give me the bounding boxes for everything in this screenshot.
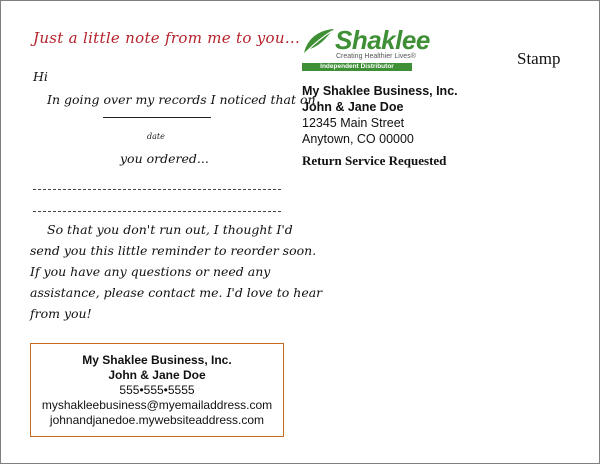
note-paragraph-line-5: from you! — [30, 306, 92, 321]
stamp-placeholder: Stamp — [517, 49, 561, 68]
product-fill-line-2 — [33, 211, 281, 212]
contact-phone: 555•555•5555 — [119, 383, 195, 397]
date-label: date — [147, 132, 165, 141]
note-paragraph-line-1: So that you don't run out, I thought I'd — [47, 222, 293, 237]
return-city: Anytown, CO 00000 — [302, 132, 414, 146]
leaf-icon — [302, 27, 336, 57]
contact-business: My Shaklee Business, Inc. — [82, 353, 232, 367]
logo-distributor-bar: Independent Distributor — [302, 63, 412, 71]
return-business: My Shaklee Business, Inc. — [302, 84, 458, 98]
contact-website: johnandjanedoe.mywebsiteaddress.com — [49, 413, 265, 427]
product-fill-line-1 — [33, 189, 281, 190]
contact-box — [30, 343, 284, 437]
logo-wordmark: Shaklee — [335, 25, 430, 55]
return-service-text: Return Service Requested — [302, 153, 447, 168]
contact-name: John & Jane Doe — [108, 368, 206, 382]
note-header: Just a little note from me to you... — [33, 29, 301, 47]
shaklee-logo — [302, 25, 430, 71]
logo-tagline: Creating Healthier Lives® — [336, 53, 416, 60]
date-fill-line — [103, 117, 211, 118]
note-paragraph-line-3: If you have any questions or need any — [30, 264, 271, 279]
contact-email: myshakleebusiness@myemailaddress.com — [41, 398, 273, 412]
return-address — [302, 83, 458, 147]
note-intro-line: In going over my records I noticed that on — [47, 92, 316, 107]
note-paragraph-line-4: assistance, please contact me. I'd love to hear — [30, 285, 323, 300]
return-street: 12345 Main Street — [302, 116, 405, 130]
return-name: John & Jane Doe — [302, 100, 404, 114]
note-paragraph-line-2: send you this little reminder to reorder soon. — [30, 243, 317, 258]
note-greeting: Hi — [33, 69, 48, 84]
note-you-ordered: you ordered... — [120, 151, 209, 166]
